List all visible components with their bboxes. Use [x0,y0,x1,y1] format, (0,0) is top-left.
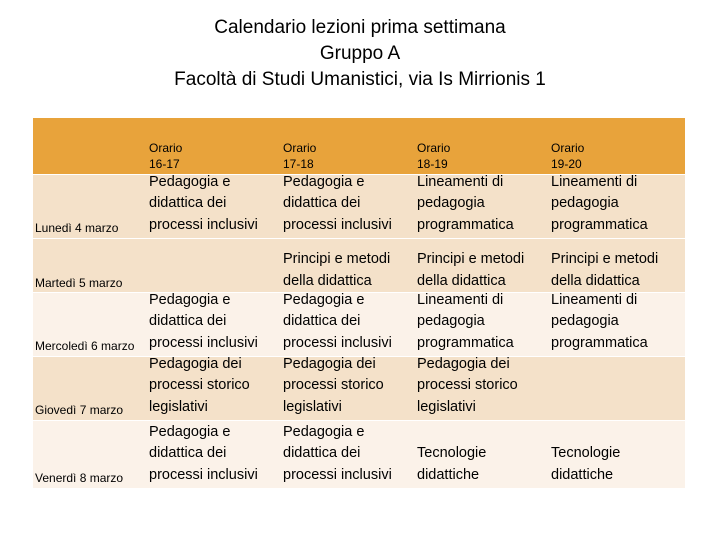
table-row-martedi [33,239,685,292]
lesson-cell [414,421,548,488]
lesson-cell [280,421,414,488]
cell-text-line: pedagogia [417,195,485,211]
cell-text-line: Principi e metodi [283,251,391,267]
cell-text-line: Tecnologie [417,445,487,461]
cell-text-line: processi inclusivi [149,466,258,483]
header-cell-19-20 [548,118,685,174]
lesson-cell [548,421,685,488]
cell-text-line: processi storico [417,377,518,393]
cell-text-line: Tecnologie [551,445,621,461]
cell-text-line: didattica dei [283,445,361,461]
cell-text-line: della didattica [283,272,372,289]
cell-text-line: 17-18 [283,157,314,171]
cell-text-line: didattica dei [283,313,361,329]
cell-text-line: didattiche [551,466,614,483]
lesson-cell [146,293,280,356]
table-row-venerdi [33,421,685,488]
cell-text-line: didattica dei [149,313,227,329]
cell-text-line: Pedagogia e [283,423,365,440]
table-row-mercoledi [33,293,685,356]
cell-text-line: didattica dei [149,195,227,211]
cell-text-line: Mercoledì 6 marzo [35,339,135,353]
cell-text-line: pedagogia [551,195,619,211]
cell-text-line: Orario [417,141,451,155]
cell-text-line: programmatica [551,216,648,233]
cell-text-line: Martedì 5 marzo [35,276,123,290]
cell-text-line: Lineamenti di [417,291,504,308]
cell-text-line: Venerdì 8 marzo [35,471,124,485]
cell-text-line: legislativi [283,398,342,415]
cell-text-line: didattica dei [149,445,227,461]
cell-text-line: Pedagogia e [283,173,365,190]
cell-text-line: della didattica [417,272,506,289]
cell-text-line: processi inclusivi [149,216,258,233]
cell-text-line: Lineamenti di [551,173,638,190]
cell-text-line: processi storico [283,377,384,393]
day-cell [33,175,146,238]
cell-text-line: didattica dei [283,195,361,211]
day-cell [33,421,146,488]
lesson-cell [414,239,548,292]
cell-text-line: Giovedì 7 marzo [35,403,124,417]
lesson-cell-empty [548,357,685,420]
cell-text-line: programmatica [417,334,514,351]
day-cell [33,357,146,420]
header-cell-18-19 [414,118,548,174]
cell-text-line: Principi e metodi [551,251,659,267]
cell-text-line: programmatica [551,334,648,351]
cell-text-line: pedagogia [551,313,619,329]
cell-text-line: programmatica [417,216,514,233]
cell-text-line: legislativi [149,398,208,415]
lesson-cell [280,239,414,292]
table-row-lunedi [33,175,685,238]
header-corner-cell [33,118,146,174]
cell-text-line: Pedagogia e [149,173,231,190]
cell-text-line: Lunedì 4 marzo [35,221,119,235]
lesson-cell [414,293,548,356]
day-cell [33,239,146,292]
lesson-cell [280,357,414,420]
cell-text-line: didattiche [417,466,480,483]
table-row-giovedi [33,357,685,420]
lesson-cell [414,175,548,238]
cell-text-line: 19-20 [551,157,582,171]
cell-text-line: legislativi [417,398,476,415]
cell-text-line: Pedagogia e [149,291,231,308]
cell-text-line: Pedagogia dei [417,355,510,372]
cell-text-line: 16-17 [149,157,180,171]
lesson-cell [548,239,685,292]
cell-text-line: della didattica [551,272,640,289]
schedule-table [33,118,685,488]
header-cell-17-18 [280,118,414,174]
lesson-cell [280,175,414,238]
page-title [0,15,720,93]
cell-text-line: processi inclusivi [283,216,392,233]
lesson-cell [146,421,280,488]
cell-text-line: Orario [283,141,317,155]
lesson-cell [146,175,280,238]
cell-text-line: Pedagogia e [283,291,365,308]
lesson-cell [548,175,685,238]
cell-text-line: Lineamenti di [551,291,638,308]
cell-text-line: Pedagogia e [149,423,231,440]
cell-text-line: processi storico [149,377,250,393]
cell-text-line: Principi e metodi [417,251,525,267]
lesson-cell [414,357,548,420]
cell-text-line: 18-19 [417,157,448,171]
cell-text-line: processi inclusivi [283,334,392,351]
cell-text-line: processi inclusivi [283,466,392,483]
title-line-2: Gruppo A [319,43,401,64]
title-line-1: Calendario lezioni prima settimana [214,17,506,38]
title-line-3: Facoltà di Studi Umanistici, via Is Mirrionis 1 [174,69,546,90]
lesson-cell-empty [146,239,280,292]
header-row [33,118,685,174]
cell-text-line: Pedagogia dei [283,355,376,372]
cell-text-line: Pedagogia dei [149,355,242,372]
lesson-cell [548,293,685,356]
cell-text-line: pedagogia [417,313,485,329]
cell-text-line: Orario [551,141,585,155]
day-cell [33,293,146,356]
lesson-cell [146,357,280,420]
header-cell-16-17 [146,118,280,174]
lesson-cell [280,293,414,356]
cell-text-line: Lineamenti di [417,173,504,190]
cell-text-line: Orario [149,141,183,155]
cell-text-line: processi inclusivi [149,334,258,351]
